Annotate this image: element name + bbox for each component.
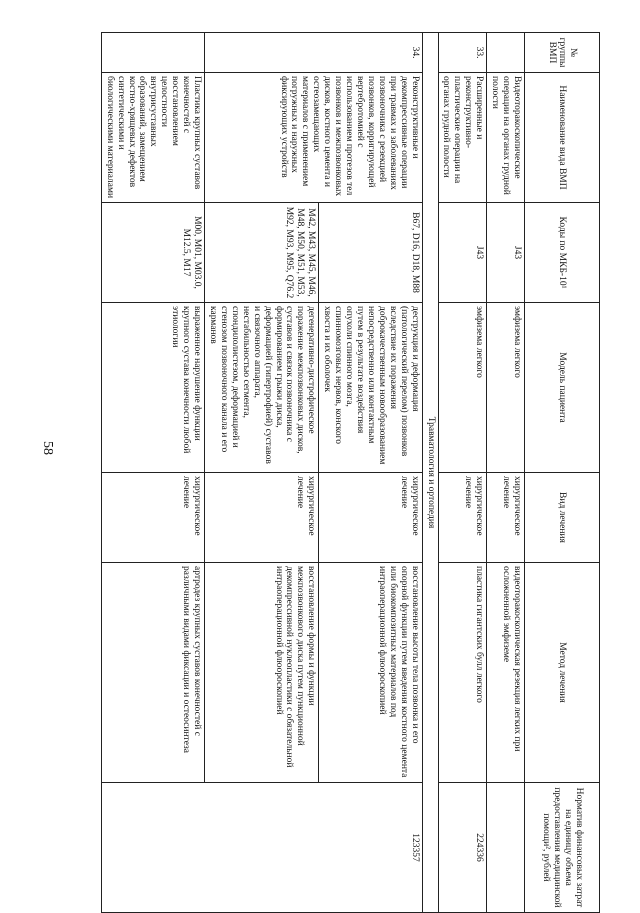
- header-row: [525, 33, 600, 913]
- table-container: [20, 32, 600, 912]
- cell-method: артродез крупных суставов конечностей с различными видами фиксации и остеосинтеза: [101, 563, 204, 783]
- cell-codes: B67, D16, D18, M88: [319, 203, 422, 303]
- cell-kind: хирургическое лечение: [101, 473, 204, 563]
- table-row: [438, 33, 487, 913]
- header-num: № группы ВМП: [525, 33, 600, 73]
- header-model: Модель пациента: [525, 303, 600, 473]
- cell-norm: [487, 783, 525, 913]
- table-row: [319, 33, 422, 913]
- cell-model: деструкция и деформация (патологический перелом) позвонков вследствие их поражения доброкачественным новообразованием непосредственно или контактным путем в результате воздействия опухоли спинного мозга, спинномозговых нервов, конского хвоста и их оболочек: [319, 303, 422, 473]
- cell-name: Реконструктивные и декомпрессивные операции при травмах и заболеваниях позвоночника с резекцией позвонков, корригирующей вертебротомией с использованием протезов тел позвонков и межпозвонковых дисков, костного цемента и остеозамещающих материалов с применением погружных и наружных фиксирующих устройств: [205, 73, 423, 203]
- cell-norm: 123357: [101, 783, 422, 913]
- cell-kind: хирургическое лечение: [438, 473, 487, 563]
- cell-codes: M00, M01, M03.0, M12.5, M17: [101, 203, 204, 303]
- section-title: Травматология и ортопедия: [422, 33, 438, 913]
- cell-model: эмфизема легкого: [487, 303, 525, 473]
- cell-method: видеоторакоскопическая резекция легких при осложненной эмфиземе: [487, 563, 525, 783]
- cell-num: [487, 33, 525, 73]
- cell-method: восстановление высоты тела позвонка и его опорной функции путем введения костного цемента или биокомпозитных материалов под интраоперационной флюороскопией: [319, 563, 422, 783]
- cell-name: Расширенные и реконструктивно-пластические операции на органах грудной полости: [438, 73, 487, 203]
- header-norm: Норматив финансовых затрат на единицу объема предоставления медицинской помощи², рублей: [525, 783, 600, 913]
- cell-method: восстановление формы и функции межпозвонкового диска путем пункционной декомпрессивной нуклеопластики с обязательной интраоперационной флюороскопией: [205, 563, 319, 783]
- header-method: Метод лечения: [525, 563, 600, 783]
- cell-num: 33.: [438, 33, 487, 73]
- cell-num: 34.: [205, 33, 423, 73]
- section-row: [422, 33, 438, 913]
- cell-name: Пластика крупных суставов конечностей с восстановлением целостности внутрисуставных образований, замещением костно-хрящевых дефектов синтетическими и биологическими материалами: [101, 73, 204, 203]
- vmp-table: [101, 32, 600, 913]
- cell-model: дегенеративно-дистрофическое поражение межпозвонковых дисков, суставов и связок позвоночника с формированием грыжи диска, деформацией (гипертрофией) суставов и связочного аппарата, нестабильностью сегмента, спондилолистезом, деформацией и стенозом позвоночного канала и его карманов: [205, 303, 319, 473]
- header-name: Наименование вида ВМП: [525, 73, 600, 203]
- cell-codes: J43: [438, 203, 487, 303]
- page-number: 58: [40, 441, 55, 455]
- cell-name: Видеоторакоскопические операции на органах грудной полости: [487, 73, 525, 203]
- cell-norm: 224336: [438, 783, 487, 913]
- cell-model: эмфизема легкого: [438, 303, 487, 473]
- cell-method: пластика гигантских булл легкого: [438, 563, 487, 783]
- table-row: [487, 33, 525, 913]
- table-row: [101, 33, 204, 913]
- cell-kind: хирургическое лечение: [487, 473, 525, 563]
- cell-num: [101, 33, 204, 73]
- cell-kind: хирургическое лечение: [319, 473, 422, 563]
- cell-codes: J43: [487, 203, 525, 303]
- header-codes: Коды по МКБ-10¹: [525, 203, 600, 303]
- cell-model: выраженное нарушение функции крупного сустава конечности любой этиологии: [101, 303, 204, 473]
- cell-kind: хирургическое лечение: [205, 473, 319, 563]
- cell-codes: M42, M43, M45, M46, M48, M50, M51, M53, M92, M93, M95, Q76.2: [205, 203, 319, 303]
- header-kind: Вид лечения: [525, 473, 600, 563]
